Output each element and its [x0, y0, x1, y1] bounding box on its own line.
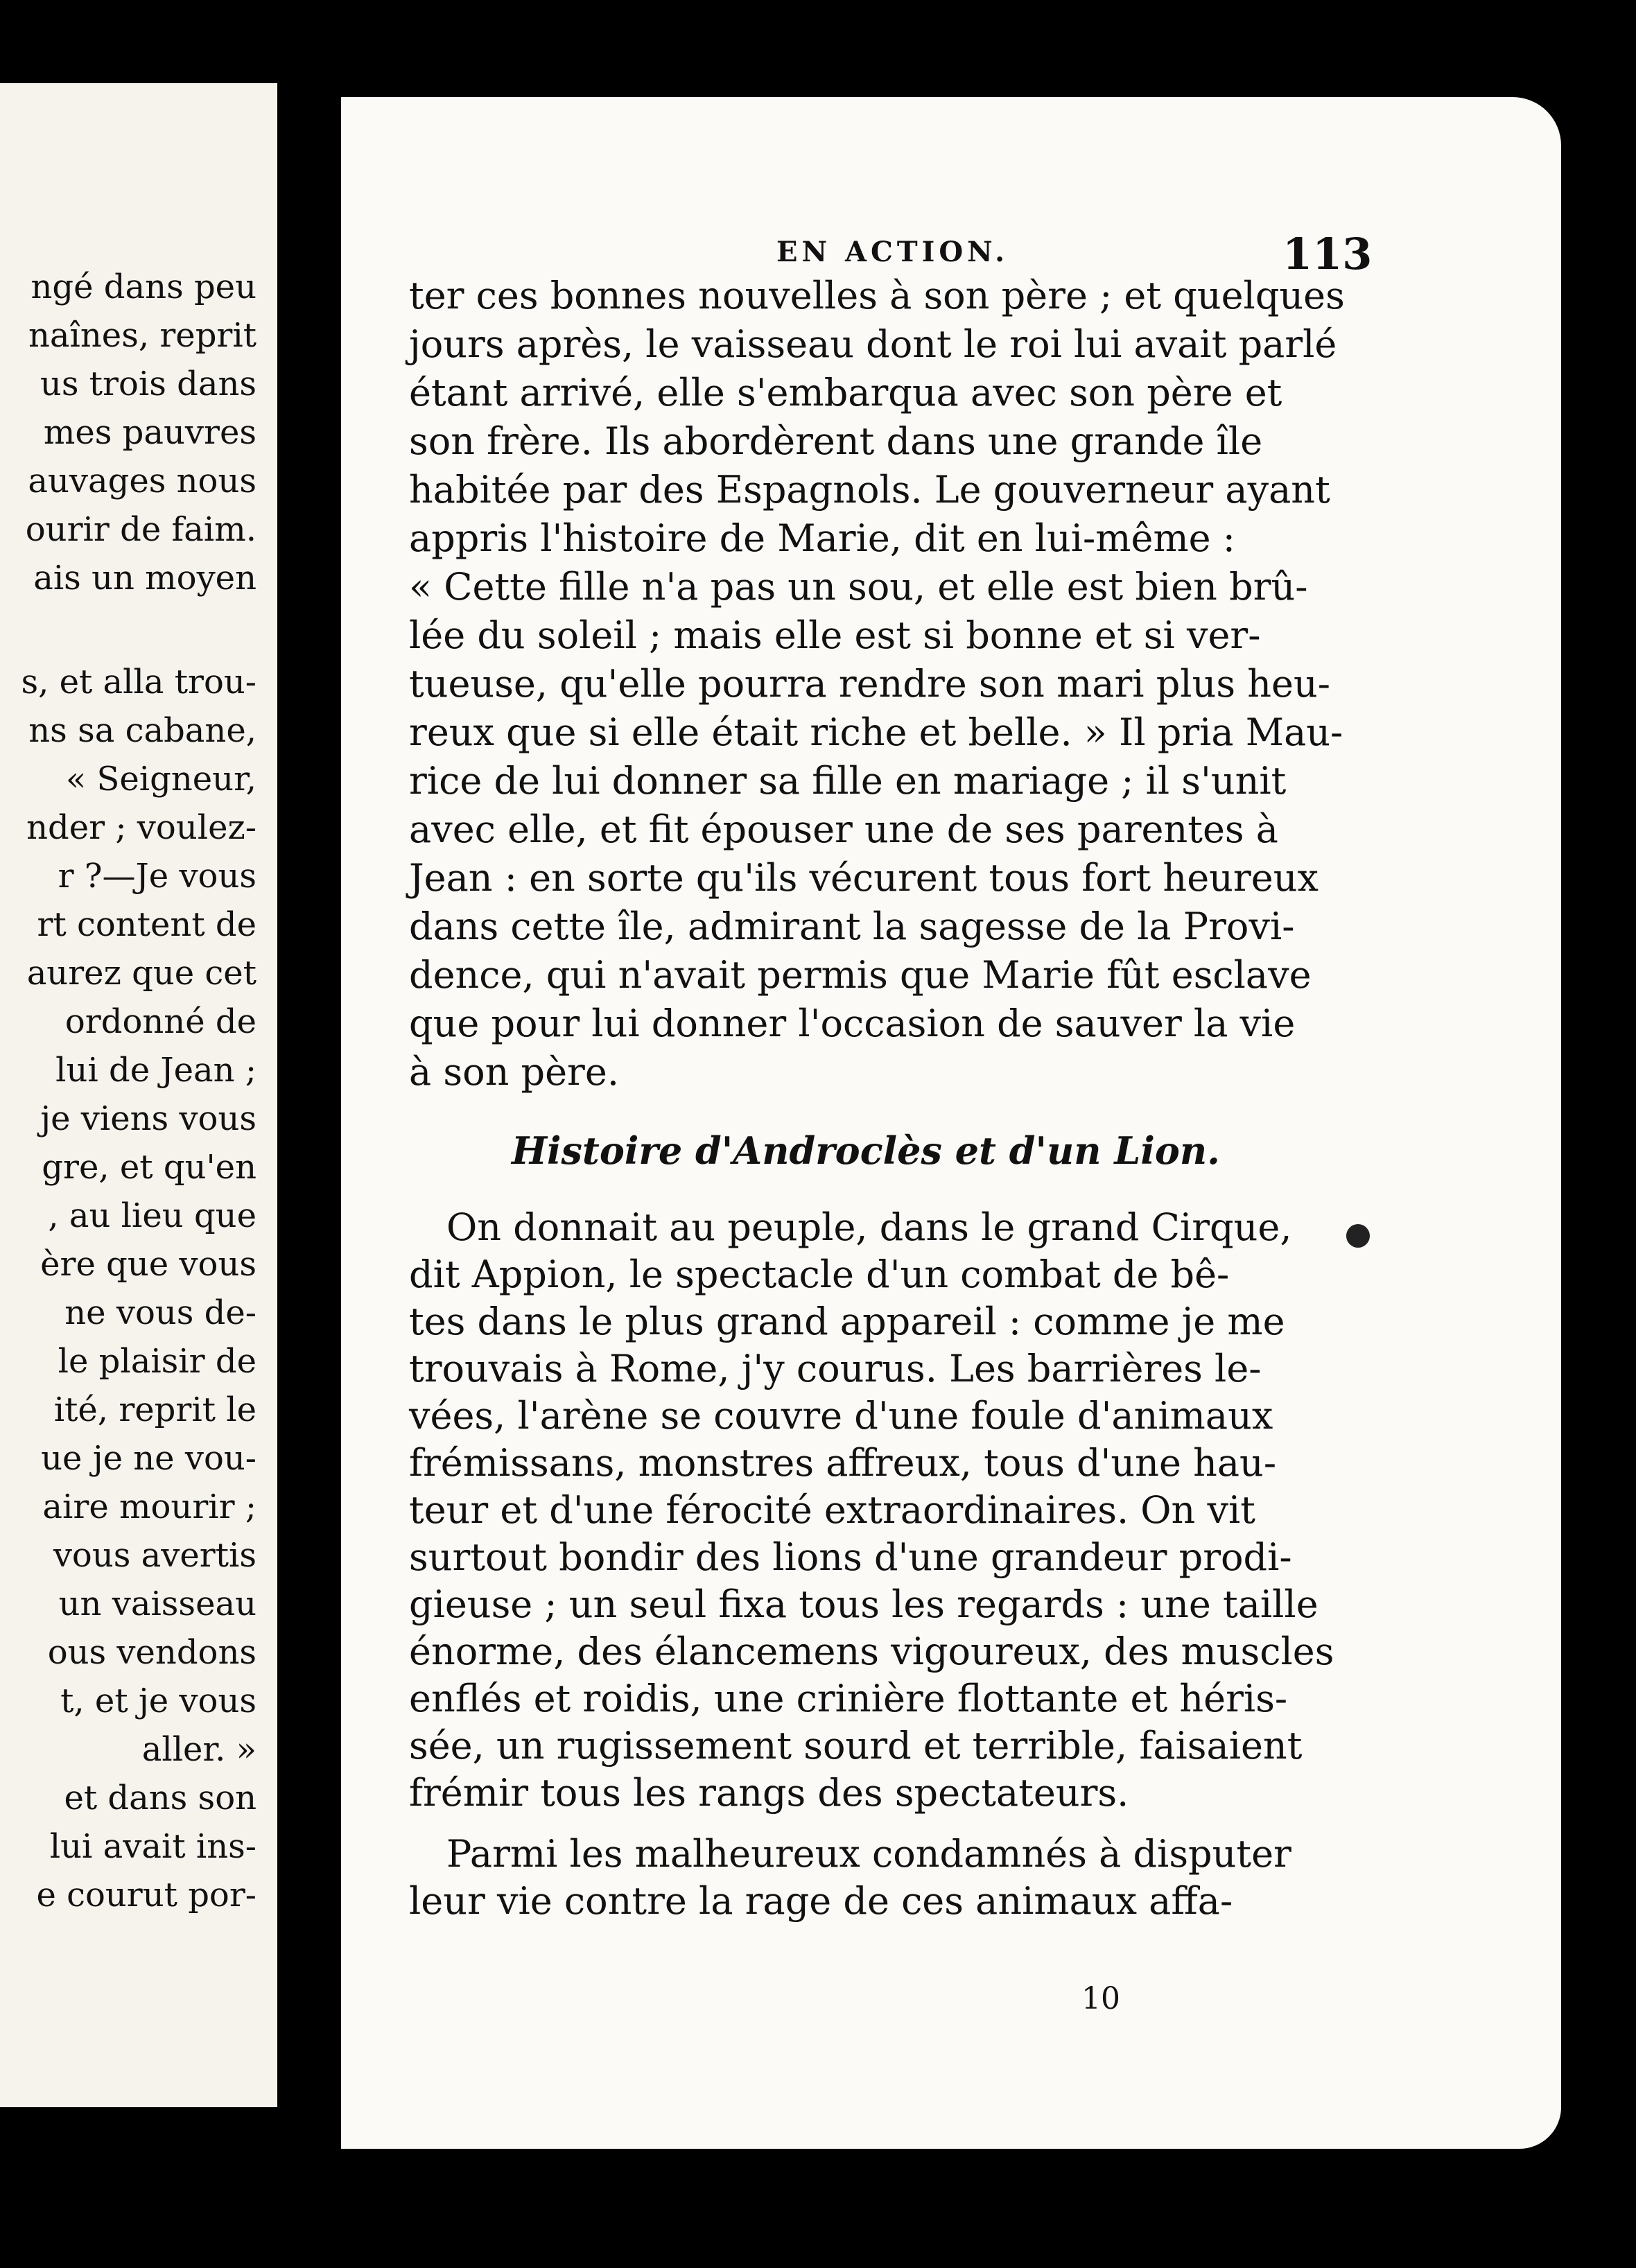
left-page [0, 83, 277, 2107]
paragraph2-line-13: frémir tous les rangs des spectateurs. [409, 1771, 1129, 1815]
left-line-18: gre, et qu'en [42, 1148, 256, 1187]
left-line-32: lui avait ins- [49, 1827, 256, 1866]
paragraph2-line-8: surtout bondir des lions d'une grandeur prodi- [409, 1535, 1292, 1579]
paragraph2-line-2: dit Appion, le spectacle d'un combat de bê- [409, 1253, 1230, 1296]
paragraph2-line-1: On donnait au peuple, dans le grand Cirque, [446, 1205, 1292, 1249]
paragraph1-line-8: lée du soleil ; mais elle est si bonne et si ver- [409, 613, 1261, 657]
left-line-20: ère que vous [40, 1245, 256, 1284]
left-line-30: aller. » [141, 1730, 256, 1769]
paragraph1-line-1: ter ces bonnes nouvelles à son père ; et quelques [409, 274, 1345, 317]
paragraph1-line-13: Jean : en sorte qu'ils vécurent tous fort heureux [409, 856, 1319, 900]
paragraph1-line-7: « Cette fille n'a pas un sou, et elle est bien brû- [409, 565, 1308, 609]
left-line-19: , au lieu que [48, 1196, 256, 1235]
paragraph1-line-2: jours après, le vaisseau dont le roi lui avait parlé [409, 322, 1337, 366]
left-line-7: ais un moyen [33, 559, 256, 597]
paragraph2-line-3: tes dans le plus grand appareil : comme je me [409, 1300, 1285, 1343]
left-line-22: le plaisir de [58, 1342, 256, 1381]
paragraph1-line-16: que pour lui donner l'occasion de sauver la vie [409, 1002, 1296, 1045]
book-gutter [334, 97, 340, 2107]
paragraph1-line-15: dence, qui n'avait permis que Marie fût esclave [409, 953, 1312, 997]
left-line-3: us trois dans [40, 365, 256, 403]
left-line-26: vous avertis [53, 1536, 256, 1575]
left-line-11: nder ; voulez- [26, 808, 256, 847]
left-line-24: ue je ne vou- [41, 1439, 256, 1478]
paragraph2-line-5: vées, l'arène se couvre d'une foule d'animaux [409, 1394, 1273, 1438]
paragraph2-line-9: gieuse ; un seul fixa tous les regards : une taille [409, 1582, 1319, 1626]
left-line-28: ous vendons [47, 1633, 256, 1672]
left-line-27: un vaisseau [58, 1585, 256, 1623]
paragraph2-line-7: teur et d'une férocité extraordinaires. On vit [409, 1488, 1255, 1532]
left-line-5: auvages nous [28, 462, 256, 500]
paragraph1-line-6: appris l'histoire de Marie, dit en lui-même : [409, 516, 1235, 560]
paragraph3-line-1: Parmi les malheureux condamnés à disputer [446, 1832, 1291, 1876]
left-line-17: je viens vous [40, 1099, 256, 1138]
running-head: EN ACTION. [776, 236, 1009, 268]
paragraph2-line-4: trouvais à Rome, j'y courus. Les barrières le- [409, 1347, 1262, 1390]
left-line-15: ordonné de [64, 1002, 256, 1041]
paragraph2-line-12: sée, un rugissement sourd et terrible, faisaient [409, 1724, 1303, 1768]
left-line-2: naînes, reprit [28, 316, 256, 355]
paragraph1-line-10: reux que si elle était riche et belle. » Il pria Mau- [409, 710, 1343, 754]
paragraph1-line-9: tueuse, qu'elle pourra rendre son mari plus heu- [409, 662, 1330, 706]
paragraph1-line-14: dans cette île, admirant la sagesse de la Provi- [409, 905, 1295, 948]
left-line-4: mes pauvres [43, 413, 256, 452]
left-line-29: t, et je vous [60, 1682, 256, 1720]
signature-mark: 10 [1081, 1981, 1120, 2016]
section-title: Histoire d'Androclès et d'un Lion. [512, 1128, 1220, 1173]
left-line-1: ngé dans peu [31, 268, 256, 306]
left-line-31: et dans son [64, 1779, 256, 1817]
left-line-8: s, et alla trou- [21, 663, 256, 701]
left-line-21: ne vous de- [64, 1293, 256, 1332]
paragraph1-line-5: habitée par des Espagnols. Le gouverneur ayant [409, 468, 1330, 512]
left-line-25: aire mourir ; [42, 1488, 256, 1526]
paragraph2-line-11: enflés et roidis, une crinière flottante et héris- [409, 1677, 1288, 1720]
paragraph1-line-12: avec elle, et fit épouser une de ses parentes à [409, 808, 1278, 851]
paragraph1-line-11: rice de lui donner sa fille en mariage ; il s'unit [409, 759, 1287, 803]
left-line-12: r ?—Je vous [58, 857, 256, 896]
paragraph3-line-2: leur vie contre la rage de ces animaux affa- [409, 1879, 1233, 1923]
paragraph1-line-3: étant arrivé, elle s'embarqua avec son père et [409, 371, 1282, 415]
left-line-13: rt content de [37, 905, 256, 944]
paragraph1-line-17: à son père. [409, 1050, 619, 1094]
ink-spot [1346, 1224, 1370, 1248]
left-line-33: e courut por- [36, 1876, 256, 1914]
page-number: 113 [1282, 229, 1373, 279]
left-line-23: ité, reprit le [53, 1390, 256, 1429]
paragraph1-line-4: son frère. Ils abordèrent dans une grande île [409, 419, 1263, 463]
left-line-6: ourir de faim. [25, 510, 256, 549]
paragraph2-line-10: énorme, des élancemens vigoureux, des muscles [409, 1630, 1334, 1673]
left-line-9: ns sa cabane, [28, 711, 256, 750]
left-line-10: « Seigneur, [65, 760, 256, 799]
paragraph2-line-6: frémissans, monstres affreux, tous d'une hau- [409, 1441, 1277, 1485]
left-line-14: aurez que cet [26, 954, 256, 993]
left-line-16: lui de Jean ; [55, 1051, 256, 1090]
